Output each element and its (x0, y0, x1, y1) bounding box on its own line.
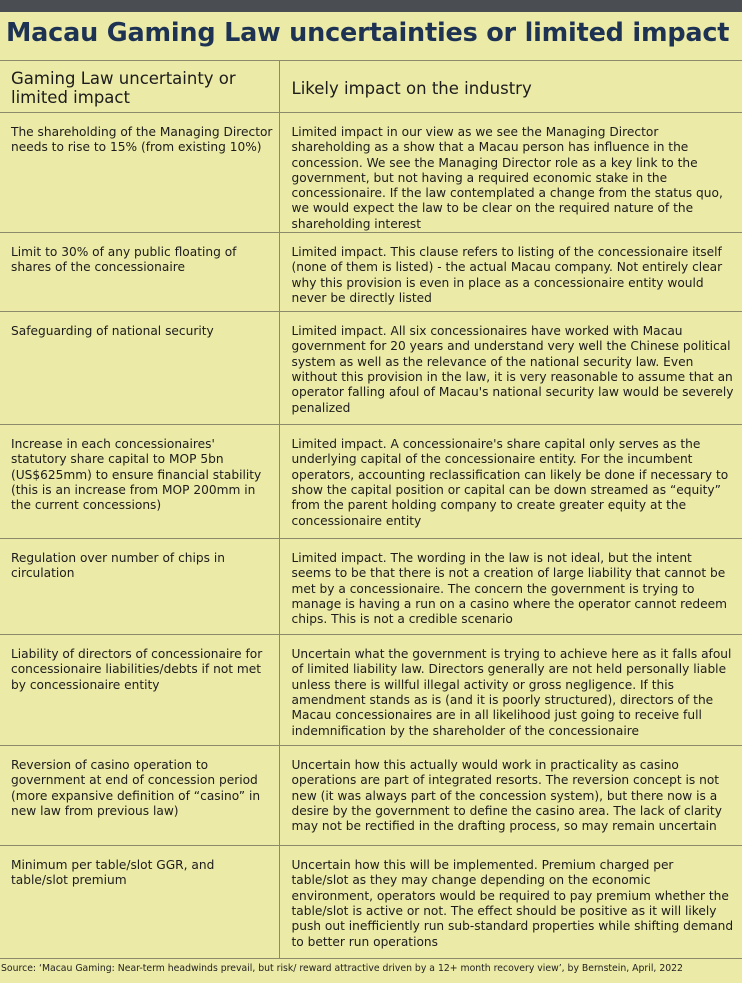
impact-cell: Limited impact. A concessionaire's share capital only serves as the underlying capital of the concessionaire entity. For the incumbent operators, accounting reclassification can likely be done if necessary to show the capital position or capital can be down streamed as “equity” from the parent holding company to create greater equity at the concessionaire entity (291, 437, 729, 528)
table-row (0, 312, 742, 425)
table-row (0, 425, 742, 539)
issue-cell: Minimum per table/slot GGR, and table/slot premium (0, 846, 279, 959)
impact-cell: Uncertain how this actually would work in practicality as casino operations are part of integrated resorts. The reversion concept is not new (it was always part of the concession system), but there now is a desire by the government to define the casino area. The lack of clarity may not be rectified in the drafting process, so may remain uncertain (291, 758, 722, 834)
table-row (0, 233, 742, 312)
issue-cell: Increase in each concessionaires' statutory share capital to MOP 5bn (US$625mm) to ensure financial stability (this is an increase from MOP 200mm in the current concessions) (0, 425, 279, 539)
table-row (0, 846, 742, 959)
column-header-uncertainty: Gaming Law uncertainty or limited impact (0, 61, 279, 113)
table-row (0, 113, 742, 233)
issue-cell: Limit to 30% of any public floating of shares of the concessionaire (0, 233, 279, 312)
table-row (0, 635, 742, 746)
issue-cell: Reversion of casino operation to government at end of concession period (more expansive definition of “casino” in new law from previous law) (0, 746, 279, 846)
impact-cell: Limited impact. The wording in the law is not ideal, but the intent seems to be that there is not a creation of large liability that cannot be met by a concessionaire. The concern the government is trying to manage is having a run on a casino where the operator cannot redeem chips. This is not a credible scenario (291, 551, 727, 627)
issue-cell: The shareholding of the Managing Director needs to rise to 15% (from existing 10%) (0, 113, 279, 233)
table-row (0, 539, 742, 635)
source-note: Source: ‘Macau Gaming: Near-term headwinds prevail, but risk/ reward attractive driven by a 12+ month recovery view’, by Bernstein, April, 2022 (1, 963, 683, 975)
impact-cell: Limited impact in our view as we see the Managing Director shareholding as a show that a Macau person has influence in the concession. We see the Managing Director role as a key link to the government, but not having a required economic stake in the concessionaire. If the law contemplated a change from the status quo, we would expect the law to be clear on the required nature of the shareholding interest (291, 125, 723, 231)
impact-cell: Uncertain what the government is trying to achieve here as it falls afoul of limited liability law. Directors generally are not held personally liable unless there is willful illegal activity or gross negligence. If this amendment stands as is (and it is poorly structured), directors of the Macau concessionaires are in all likelihood just going to receive full indemnification by the shareholder of the concessionaire (291, 647, 732, 738)
table-header-row (0, 61, 742, 113)
impact-cell: Uncertain how this will be implemented. Premium charged per table/slot as they may change depending on the economic environment, operators would be required to pay premium whether the table/slot is active or not. The effect should be positive as it will likely push out inefficiently run sub-standard properties while shifting demand to better run operations (291, 858, 734, 949)
table-row (0, 746, 742, 846)
impact-table (0, 60, 742, 959)
page-title: Macau Gaming Law uncertainties or limited impact (6, 18, 730, 48)
issue-cell: Safeguarding of national security (0, 312, 279, 425)
impact-cell: Limited impact. This clause refers to listing of the concessionaire itself (none of them is listed) - the actual Macau company. Not entirely clear why this provision is even in place as a concessionaire entity would never be directly listed (291, 245, 723, 305)
issue-cell: Regulation over number of chips in circulation (0, 539, 279, 635)
top-bar (0, 0, 742, 12)
column-header-impact: Likely impact on the industry (291, 79, 532, 98)
impact-cell: Limited impact. All six concessionaires have worked with Macau government for 20 years and understand very well the Chinese political system as well as the relevance of the national security law. Even without this provision in the law, it is very reasonable to assume that an operator falling afoul of Macau's national security law would be severely penalized (291, 324, 734, 415)
issue-cell: Liability of directors of concessionaire for concessionaire liabilities/debts if not met by concessionaire entity (0, 635, 279, 746)
